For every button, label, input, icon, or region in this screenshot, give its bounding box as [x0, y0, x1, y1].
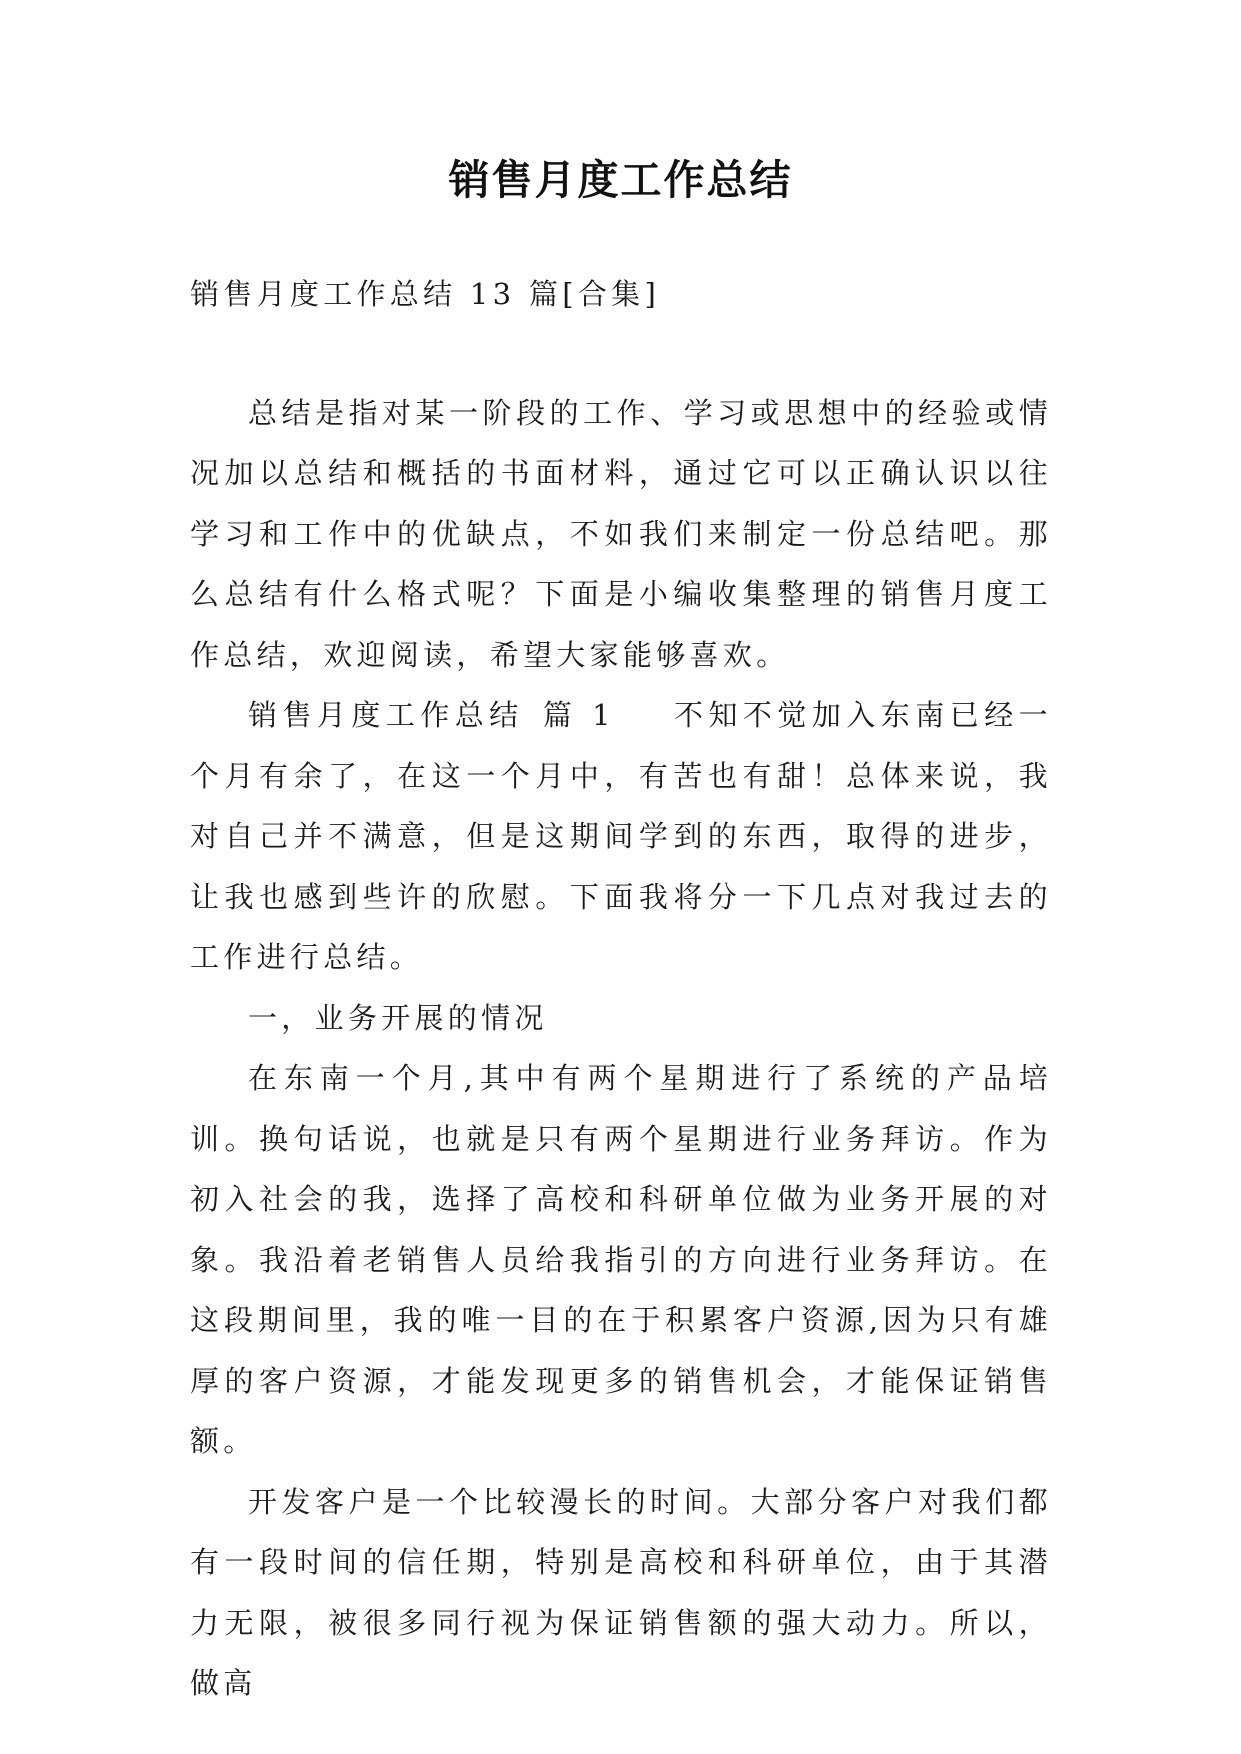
section-1-heading: 销售月度工作总结	[248, 698, 524, 732]
section-1-label: 篇 1	[541, 698, 615, 732]
intro-paragraph: 总结是指对某一阶段的工作、学习或思想中的经验或情况加以总结和概括的书面材料，通过它可以正确认识以往学习和工作中的优缺点，不如我们来制定一份总结吧。那么总结有什么格式呢？下面是小编收集整理的销售月度工作总结，欢迎阅读，希望大家能够喜欢。	[190, 395, 1052, 672]
body-paragraph-3: 开发客户是一个比较漫长的时间。大部分客户对我们都有一段时间的信任期，特别是高校和科研单位，由于其潜力无限，被很多同行视为保证销售额的强大动力。所以，做高	[190, 1484, 1052, 1700]
body-paragraph-2: 在东南一个月,其中有两个星期进行了系统的产品培训。换句话说，也就是只有两个星期进行业务拜访。作为初入社会的我，选择了高校和科研单位做为业务开展的对象。我沿着老销售人员给我指引的方向进行业务拜访。在这段期间里，我的唯一目的在于积累客户资源,因为只有雄厚的客户资源，才能发现更多的销售机会，才能保证销售额。	[190, 1061, 1052, 1458]
document-subtitle: 销售月度工作总结 13 篇[合集]	[190, 277, 661, 311]
section-1-paragraph	[190, 685, 1052, 988]
document-body	[190, 264, 1052, 1714]
section-1-text: 不知不觉加入东南已经一个月有余了，在这一个月中，有苦也有甜！总体来说，我对自己并不满意，但是这期间学到的东西，取得的进步，让我也感到些许的欣慰。下面我将分一下几点对我过去的工作进行总结。	[190, 698, 1052, 974]
document-title: 销售月度工作总结	[448, 156, 793, 204]
point-1-heading: 一，业务开展的情况	[248, 1000, 548, 1035]
